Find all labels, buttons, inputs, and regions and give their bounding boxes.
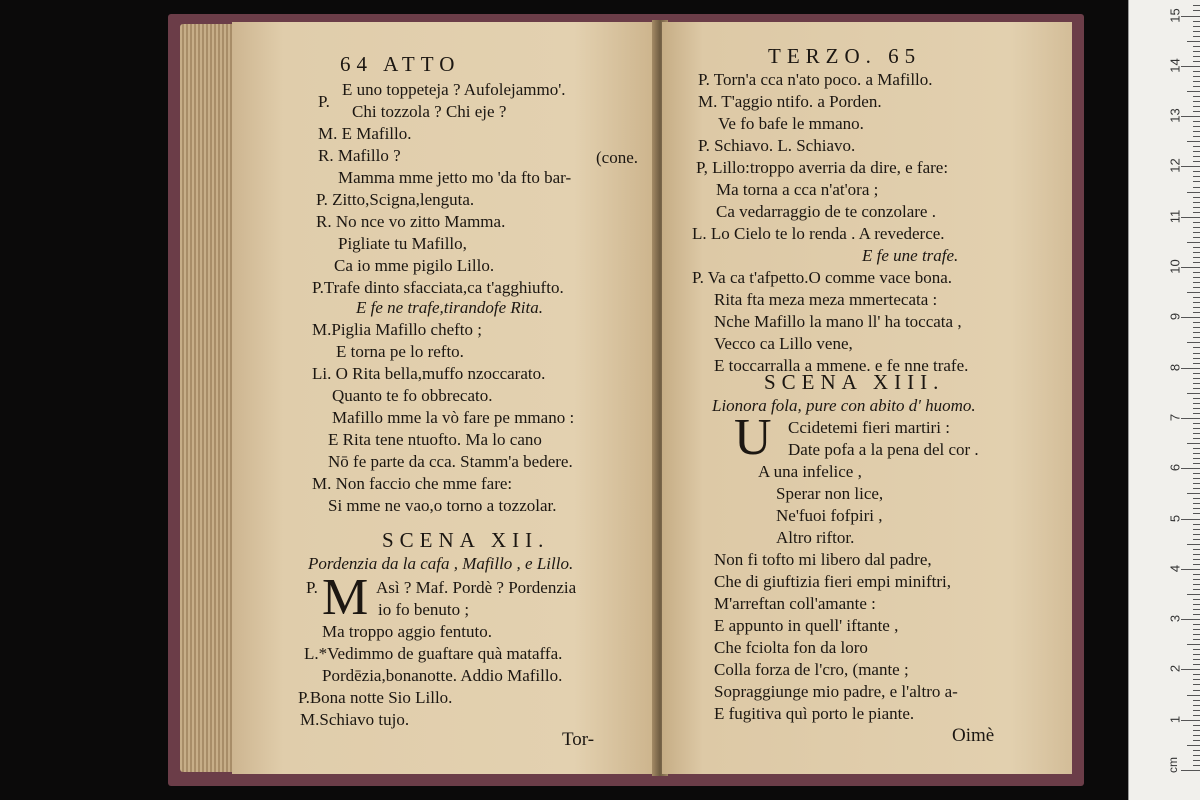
text-line: E Rita tene ntuofto. Ma lo cano: [328, 430, 542, 449]
text-line: Chi tozzola ? Chi eje ?: [352, 102, 507, 121]
ruler-tick: [1193, 750, 1200, 751]
ruler-tick: [1193, 181, 1200, 182]
ruler-tick: [1193, 76, 1200, 77]
ruler-tick: [1193, 679, 1200, 680]
ruler-tick: [1193, 373, 1200, 374]
ruler-tick: [1193, 539, 1200, 540]
ruler-tick: [1193, 171, 1200, 172]
ruler-tick: [1193, 488, 1200, 489]
ruler-tick: [1181, 519, 1200, 520]
ruler-tick: [1193, 232, 1200, 233]
ruler-tick: [1193, 730, 1200, 731]
ruler-tick: [1193, 453, 1200, 454]
text-line: Che fciolta fon da loro: [714, 638, 868, 657]
text-line: Ne'fuoi fofpiri ,: [776, 506, 883, 525]
ruler-tick: [1193, 549, 1200, 550]
text-line: P. Schiavo. L. Schiavo.: [698, 136, 856, 155]
ruler-label: 1: [1167, 715, 1183, 723]
text-line: A una infelice ,: [758, 462, 862, 481]
ruler-tick: [1181, 368, 1200, 369]
ruler-tick: [1193, 463, 1200, 464]
ruler-tick: [1193, 71, 1200, 72]
ruler-tick: [1193, 458, 1200, 459]
stage-direction: E fe une trafe.: [862, 246, 959, 265]
ruler-tick: [1187, 91, 1200, 92]
ruler-tick: [1193, 584, 1200, 585]
text-line: Quanto te fo obbrecato.: [332, 386, 493, 405]
ruler-tick: [1193, 197, 1200, 198]
ruler-tick: [1193, 146, 1200, 147]
ruler-tick: [1193, 327, 1200, 328]
text-line: Asì ? Maf. Pordè ? Pordenzia: [376, 578, 577, 597]
text-line: E uno toppeteja ? Aufolejammo'.: [342, 80, 566, 99]
ruler-tick: [1193, 21, 1200, 22]
text-line: Sperar non lice,: [776, 484, 884, 503]
ruler-tick: [1193, 740, 1200, 741]
ruler-tick: [1193, 534, 1200, 535]
text-line: M.Piglia Mafillo chefto ;: [312, 320, 482, 339]
ruler-tick: [1193, 599, 1200, 600]
text-line: P. Zitto,Scigna,lenguta.: [316, 190, 475, 209]
text-line: M.Schiavo tujo.: [300, 710, 410, 729]
ruler-tick: [1193, 337, 1200, 338]
text-line: Si mme ne vao,o torno a tozzolar.: [328, 496, 557, 515]
ruler-tick: [1193, 36, 1200, 37]
ruler-label: 5: [1167, 514, 1183, 522]
ruler-tick: [1187, 242, 1200, 243]
ruler-tick: [1181, 66, 1200, 67]
text-line: (cone.: [596, 148, 639, 167]
scene-subtitle: Pordenzia da la cafa , Mafillo , e Lillo.: [308, 554, 574, 573]
ruler-tick: [1193, 715, 1200, 716]
ruler-tick: [1193, 674, 1200, 675]
ruler-tick: [1187, 493, 1200, 494]
ruler-tick: [1181, 569, 1200, 570]
ruler-tick: [1187, 192, 1200, 193]
ruler-tick: [1193, 297, 1200, 298]
text-line: io fo benuto ;: [378, 600, 470, 619]
ruler-tick: [1193, 61, 1200, 62]
text-line: Ccidetemi fieri martiri :: [788, 418, 950, 437]
ruler-tick: [1193, 176, 1200, 177]
ruler-tick: [1193, 287, 1200, 288]
ruler-tick: [1193, 262, 1200, 263]
ruler-tick: [1193, 438, 1200, 439]
ruler-tick: [1193, 649, 1200, 650]
ruler-tick: [1187, 745, 1200, 746]
text-line: M. T'aggio ntifo. a Porden.: [698, 92, 882, 111]
ruler-label: 15: [1167, 7, 1183, 23]
ruler-tick: [1193, 604, 1200, 605]
text-line: P. Torn'a cca n'ato poco. a Mafillo.: [698, 70, 933, 89]
ruler-tick: [1193, 503, 1200, 504]
text-line: M'arreftan coll'amante :: [714, 594, 876, 613]
left-page: [232, 22, 660, 774]
ruler-tick: [1193, 473, 1200, 474]
ruler-tick: [1193, 247, 1200, 248]
text-line: Ve fo bafe le mmano.: [718, 114, 864, 133]
text-line: E toccarralla a mmene. e fe nne trafe.: [714, 356, 969, 375]
ruler-tick: [1193, 237, 1200, 238]
ruler-tick: [1193, 332, 1200, 333]
ruler-tick: [1193, 207, 1200, 208]
drop-cap: M: [322, 569, 369, 626]
ruler-tick: [1193, 202, 1200, 203]
ruler-tick: [1181, 619, 1200, 620]
ruler-tick: [1193, 529, 1200, 530]
ruler-label: 13: [1167, 108, 1183, 123]
ruler-tick: [1193, 302, 1200, 303]
ruler-tick: [1193, 564, 1200, 565]
ruler-tick: [1193, 272, 1200, 273]
ruler-tick: [1181, 16, 1200, 17]
text-line: P. Va ca t'afpetto.O comme vace bona.: [692, 268, 953, 287]
text-line: Li. O Rita bella,muffo nzoccarato.: [312, 364, 546, 383]
ruler-tick: [1181, 669, 1200, 670]
text-line: Mamma mme jetto mo 'da fto bar-: [338, 168, 572, 187]
ruler-tick: [1193, 760, 1200, 761]
text-line: Che di giuftizia fieri empi miniftri,: [714, 572, 951, 591]
ruler-label: 8: [1167, 363, 1183, 371]
ruler-tick: [1193, 705, 1200, 706]
text-line: P.Bona notte Sio Lillo.: [298, 688, 453, 707]
ruler-tick: [1193, 513, 1200, 514]
stage-direction: E fe ne trafe,tirandofe Rita.: [356, 298, 543, 317]
ruler-label: 7: [1167, 413, 1183, 422]
ruler-tick: [1193, 765, 1200, 766]
ruler-tick: [1193, 478, 1200, 479]
ruler-tick: [1193, 156, 1200, 157]
right-page: [662, 22, 1072, 774]
ruler-tick: [1193, 735, 1200, 736]
ruler-tick: [1193, 629, 1200, 630]
ruler-tick: [1193, 212, 1200, 213]
ruler-tick: [1193, 106, 1200, 107]
ruler-tick: [1193, 282, 1200, 283]
ruler-tick: [1193, 423, 1200, 424]
ruler-tick: [1187, 342, 1200, 343]
ruler-tick: [1181, 418, 1200, 419]
ruler-tick: [1193, 483, 1200, 484]
ruler-tick: [1193, 353, 1200, 354]
ruler-tick: [1193, 725, 1200, 726]
ruler-tick: [1187, 141, 1200, 142]
text-line: E fugitiva quì porto le piante.: [714, 704, 915, 723]
ruler-tick: [1193, 659, 1200, 660]
ruler-tick: [1193, 639, 1200, 640]
text-line: Mafillo mme la vò fare pe mmano :: [332, 408, 575, 427]
ruler-label: 10: [1167, 259, 1183, 274]
ruler-tick: [1193, 187, 1200, 188]
ruler-tick: [1193, 589, 1200, 590]
text-line: R. No nce vo zitto Mamma.: [316, 212, 506, 231]
text-line: Pigliate tu Mafillo,: [338, 234, 467, 253]
text-line: Ma torna a cca n'at'ora ;: [716, 180, 879, 199]
ruler-tick: [1193, 408, 1200, 409]
ruler-tick: [1193, 378, 1200, 379]
ruler-tick: [1193, 86, 1200, 87]
catchword: Tor-: [562, 729, 595, 750]
text-line: Ca vedarraggio de te conzolare .: [716, 202, 936, 221]
ruler-tick: [1193, 136, 1200, 137]
ruler-tick: [1187, 443, 1200, 444]
catchword: Oimè: [952, 725, 995, 746]
text-line: Ma troppo aggio fentuto.: [322, 622, 492, 641]
ruler-tick: [1193, 388, 1200, 389]
text-line: Altro riftor.: [776, 528, 855, 547]
ruler-tick: [1193, 428, 1200, 429]
ruler-tick: [1193, 690, 1200, 691]
ruler-tick: [1193, 413, 1200, 414]
ruler-tick: [1193, 383, 1200, 384]
ruler-tick: [1193, 398, 1200, 399]
ruler-tick: [1193, 559, 1200, 560]
drop-cap: U: [734, 409, 772, 466]
ruler-tick: [1193, 126, 1200, 127]
text-line: Colla forza de l'cro, (mante ;: [714, 660, 909, 679]
text-line: Vecco ca Lillo vene,: [714, 334, 853, 353]
speaker-mark: P.: [306, 578, 318, 597]
right-page-header: TERZO. 65: [768, 44, 922, 68]
ruler-tick: [1193, 448, 1200, 449]
measurement-ruler: [1128, 0, 1200, 800]
ruler-label: 4: [1167, 564, 1183, 572]
ruler-tick: [1187, 393, 1200, 394]
text-line: L.*Vedimmo de guaftare quà mataffa.: [304, 644, 563, 663]
text-line: Nche Mafillo la mano ll' ha toccata ,: [714, 312, 962, 331]
ruler-tick: [1193, 227, 1200, 228]
ruler-label: 2: [1167, 665, 1183, 673]
text-line: Sopraggiunge mio padre, e l'altro a-: [714, 682, 958, 701]
ruler-tick: [1193, 524, 1200, 525]
ruler-tick: [1181, 720, 1200, 721]
ruler-tick: [1193, 307, 1200, 308]
text-line: Nō fe parte da cca. Stamm'a bedere.: [328, 452, 573, 471]
scene-title: SCENA XIII.: [764, 370, 945, 394]
ruler-tick: [1193, 498, 1200, 499]
ruler-tick: [1193, 614, 1200, 615]
ruler-tick: [1193, 363, 1200, 364]
ruler-tick: [1193, 554, 1200, 555]
ruler-tick: [1193, 579, 1200, 580]
ruler-tick: [1193, 252, 1200, 253]
ruler-tick: [1187, 292, 1200, 293]
ruler-tick: [1193, 56, 1200, 57]
ruler-tick: [1181, 317, 1200, 318]
ruler-tick: [1193, 161, 1200, 162]
text-line: E appunto in quell' iftante ,: [714, 616, 899, 635]
ruler-label: 11: [1167, 209, 1183, 223]
ruler-label: 14: [1167, 58, 1183, 73]
text-line: M. E Mafillo.: [318, 124, 412, 143]
speaker-mark: P.: [318, 92, 330, 111]
ruler-tick: [1193, 121, 1200, 122]
text-line: M. Non faccio che mme fare:: [312, 474, 513, 493]
ruler-tick: [1193, 257, 1200, 258]
ruler-tick: [1193, 322, 1200, 323]
ruler-tick: [1193, 26, 1200, 27]
ruler-label: 12: [1167, 158, 1183, 174]
ruler-tick: [1193, 277, 1200, 278]
ruler-tick: [1193, 508, 1200, 509]
left-page-header: 64 ATTO: [340, 52, 461, 76]
text-line: P, Lillo:troppo averria da dire, e fare:: [696, 158, 949, 177]
ruler-tick: [1193, 111, 1200, 112]
text-line: Pordēzia,bonanotte. Addio Mafillo.: [322, 666, 563, 685]
ruler-tick: [1193, 634, 1200, 635]
ruler-tick: [1193, 347, 1200, 348]
scene-title: SCENA XII.: [382, 528, 550, 552]
ruler-label: 3: [1167, 614, 1183, 623]
ruler-tick: [1193, 710, 1200, 711]
ruler-tick: [1193, 222, 1200, 223]
ruler-tick: [1181, 770, 1200, 771]
ruler-tick: [1187, 695, 1200, 696]
ruler-label: 9: [1167, 313, 1183, 321]
ruler-tick: [1181, 217, 1200, 218]
ruler-tick: [1187, 544, 1200, 545]
scene-subtitle: Lionora fola, pure con abito d' huomo.: [712, 396, 976, 415]
ruler-tick: [1193, 81, 1200, 82]
ruler-tick: [1187, 41, 1200, 42]
ruler-tick: [1193, 358, 1200, 359]
ruler-tick: [1193, 96, 1200, 97]
text-line: E torna pe lo refto.: [336, 342, 464, 361]
ruler-tick: [1193, 5, 1200, 6]
ruler-tick: [1193, 46, 1200, 47]
ruler-tick: [1193, 10, 1200, 11]
ruler-tick: [1181, 267, 1200, 268]
text-line: Ca io mme pigilo Lillo.: [334, 256, 495, 275]
ruler-tick: [1193, 574, 1200, 575]
ruler-tick: [1181, 468, 1200, 469]
ruler-tick: [1193, 664, 1200, 665]
ruler-tick: [1193, 101, 1200, 102]
ruler-tick: [1193, 755, 1200, 756]
ruler-tick: [1193, 131, 1200, 132]
ruler-unit: cm: [1166, 757, 1180, 773]
ruler-tick: [1187, 594, 1200, 595]
ruler-tick: [1193, 403, 1200, 404]
ruler-tick: [1193, 433, 1200, 434]
text-line: R. Mafillo ?: [318, 146, 401, 165]
ruler-tick: [1181, 166, 1200, 167]
text-line: L. Lo Cielo te lo renda . A revederce.: [692, 224, 945, 243]
ruler-tick: [1181, 116, 1200, 117]
ruler-tick: [1193, 151, 1200, 152]
ruler-tick: [1193, 312, 1200, 313]
ruler-tick: [1193, 654, 1200, 655]
ruler-tick: [1193, 31, 1200, 32]
text-line: Rita fta meza meza mmertecata :: [714, 290, 938, 309]
text-line: Non fi tofto mi libero dal padre,: [714, 550, 932, 569]
ruler-tick: [1193, 624, 1200, 625]
ruler-tick: [1193, 51, 1200, 52]
text-line: P.Trafe dinto sfacciata,ca t'agghiufto.: [312, 278, 564, 297]
ruler-tick: [1193, 609, 1200, 610]
ruler-label: 6: [1167, 464, 1183, 472]
ruler-tick: [1193, 684, 1200, 685]
ruler-tick: [1193, 700, 1200, 701]
text-line: Date pofa a la pena del cor .: [788, 440, 979, 459]
ruler-tick: [1187, 644, 1200, 645]
